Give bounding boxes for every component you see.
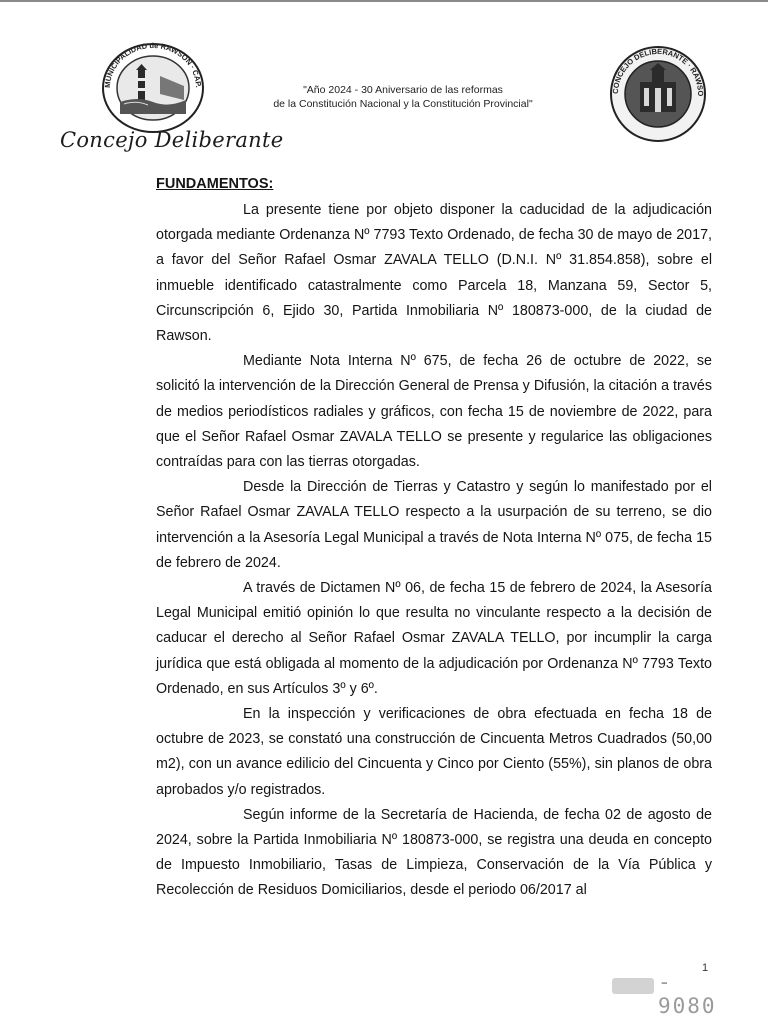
paragraph: Desde la Dirección de Tierras y Catastro y según lo manifestado por el Señor Rafael Osmar ZAVALA TELLO respecto a la usurpación de su terreno, se dio intervención a la Asesoría Legal Municipal a través de Nota Interna Nº 075, de fecha 15 de febrero de 2024. — [156, 479, 712, 571]
right-seal-ring-text: CONCEJO DELIBERANTE · RAWSO — [610, 46, 706, 97]
left-seal-ring-text: MUNICIPALIDAD de RAWSON · CAP. — [102, 42, 204, 89]
paragraph: Mediante Nota Interna Nº 675, de fecha 26 de octubre de 2022, se solicitó la intervención de la Dirección General de Prensa y Difusión, la citación a través de medios periodísticos radiales y gráficos, con fecha 15 de noviembre de 2022, para que el Señor Rafael Osmar ZAVALA TELLO se presente y regularice las obligaciones contraídas para con las tierras otorgadas. — [156, 353, 712, 471]
paragraph: Según informe de la Secretaría de Hacienda, de fecha 02 de agosto de 2024, sobre la Partida Inmobiliaria Nº 180873-000, se registra una deuda en concepto de Impuesto Inmobiliario, Tasas de Limpieza, Conservación de la Vía Pública y Recolección de Residuos Domiciliarios, desde el periodo 06/2017 al — [156, 806, 712, 899]
municipality-seal-icon — [98, 42, 208, 134]
document-body — [156, 174, 712, 904]
council-name-script: Concejo Deliberante — [60, 128, 284, 152]
page-number: 1 — [702, 962, 709, 974]
paragraph: A través de Dictamen Nº 06, de fecha 15 de febrero de 2024, la Asesoría Legal Municipal emitió opinión lo que resulta no vinculante respecto a la decisión de caducar el derecho al Señor Rafael Osmar ZAVALA TELLO, por incumplir la carga jurídica que está obligada al momento de la adjudicación por Ordenanza Nº 7793 Texto Ordenado, en sus Artículos 3º y 6º. — [156, 580, 712, 697]
folio-stamp-number: - 9080 — [658, 970, 717, 1018]
paragraph: La presente tiene por objeto disponer la caducidad de la adjudicación otorgada mediante Ordenanza Nº 7793 Texto Ordenado, de fecha 30 de mayo de 2017, a favor del Señor Rafael Osmar ZAVALA TELLO (D.N.I. Nº 31.854.858), sobre el inmueble identificado catastralmente como Parcela 18, Manzana 59, Sector 5, Circunscripción 6, Ejido 30, Partida Inmobiliaria Nº 180873-000, de la ciudad de Rawson. — [156, 202, 712, 345]
top-border-line — [0, 0, 768, 2]
paragraph: En la inspección y verificaciones de obra efectuada en fecha 18 de octubre de 2023, se constató una construcción de Cincuenta Metros Cuadrados (50,00 m2), con un avance edilicio del Cincuenta y Cinco por Ciento (55%), sin planos de obra aprobados y/o registrados. — [156, 706, 712, 798]
concejo-deliberante-seal-icon — [608, 44, 708, 144]
anniversary-quote — [230, 83, 576, 111]
anniversary-quote-line1: "Año 2024 - 30 Aniversario de las reformas — [303, 84, 503, 96]
folio-stamp — [612, 964, 732, 1018]
anniversary-quote-line2: de la Constitución Nacional y la Constitución Provincial" — [273, 98, 533, 110]
section-heading: FUNDAMENTOS: — [156, 176, 274, 192]
stamp-smudge — [612, 978, 654, 994]
